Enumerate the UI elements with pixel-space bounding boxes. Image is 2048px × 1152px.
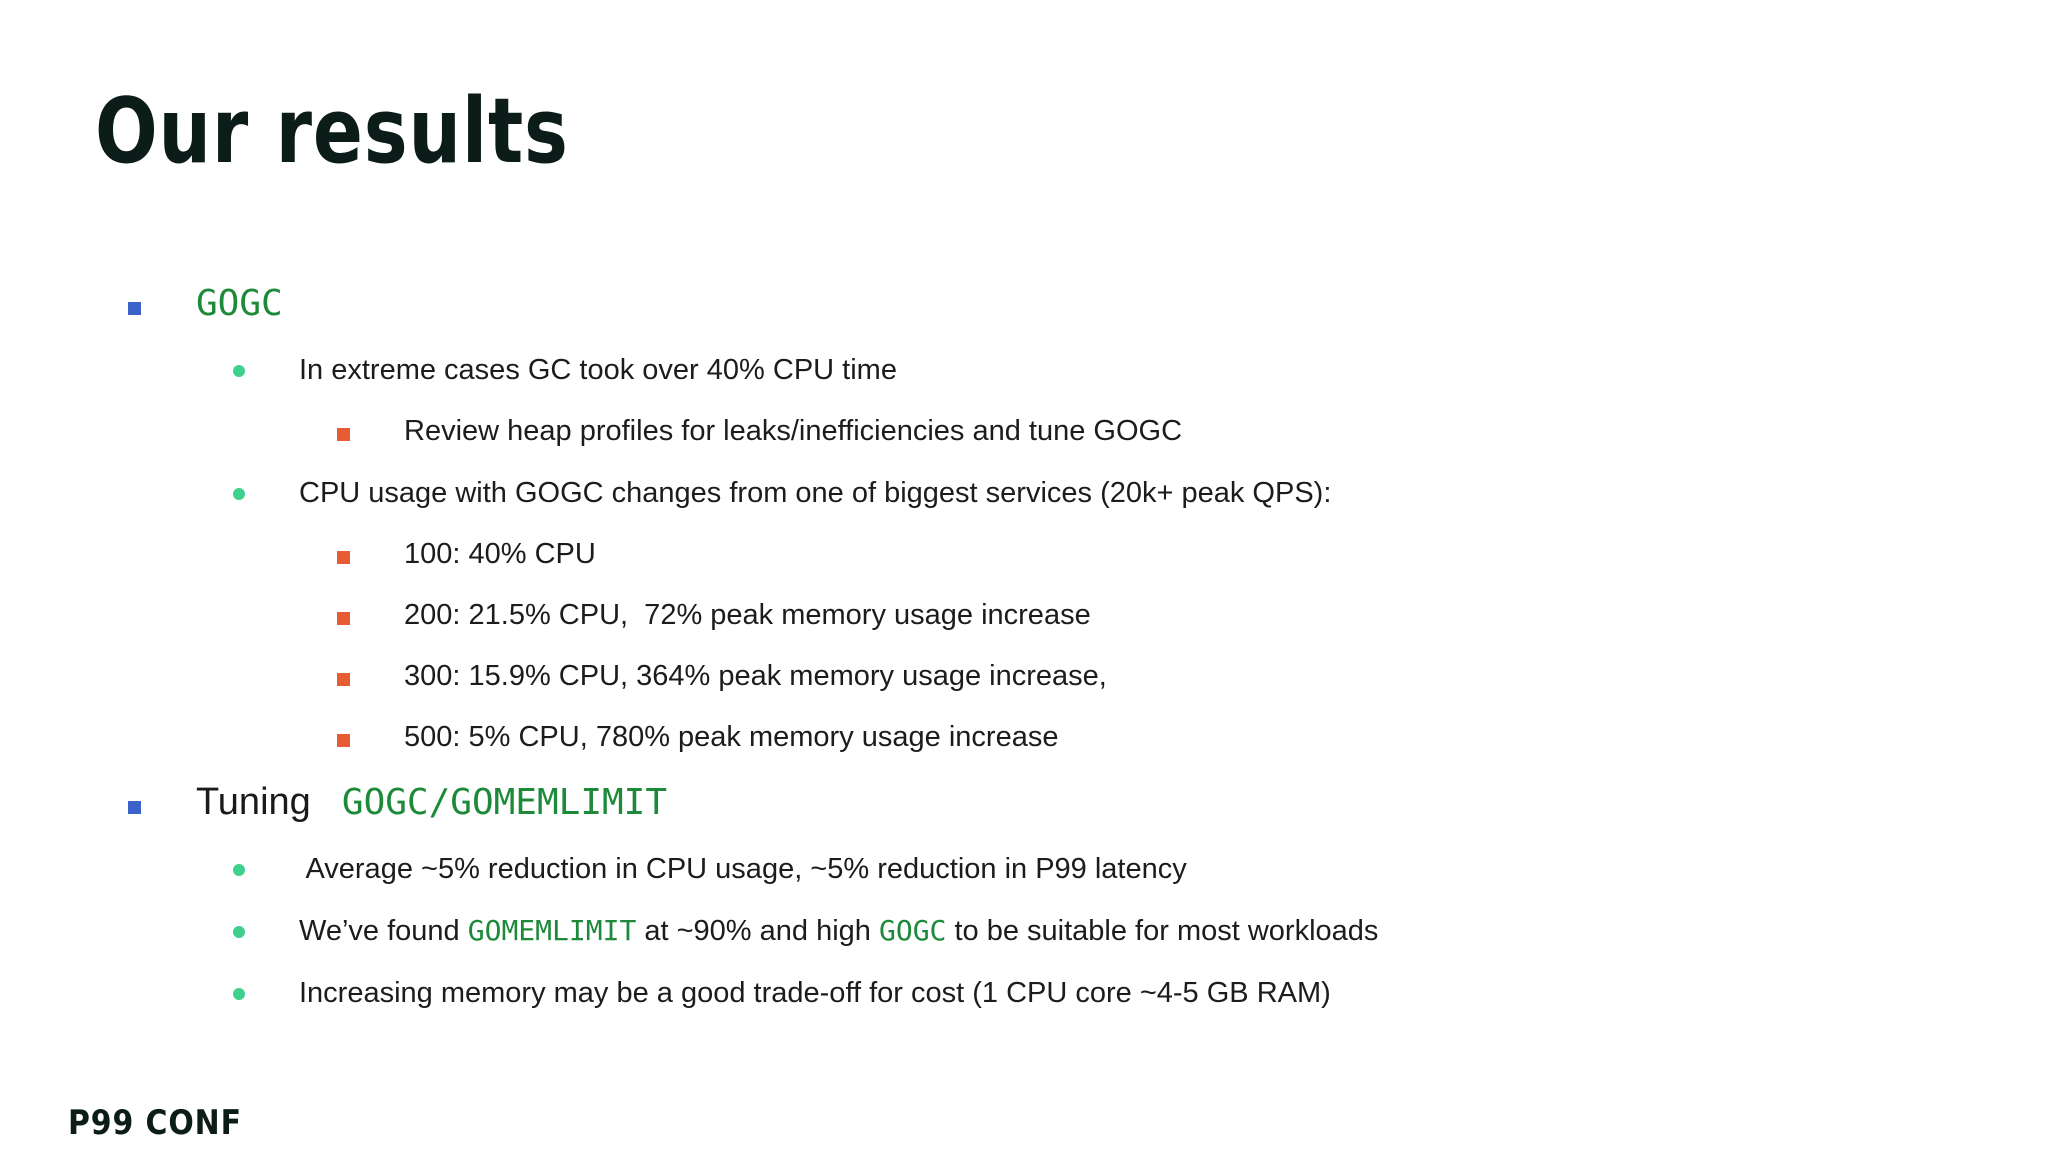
level1-bullet (128, 302, 141, 315)
list-subitem-text: 100: 40% CPU (404, 538, 596, 570)
level3-bullet (337, 551, 350, 564)
section-heading (196, 779, 667, 826)
list-subitem-text: Review heap profiles for leaks/inefficiencies and tune GOGC (404, 415, 1183, 447)
slide-title: Our results (95, 79, 569, 184)
list-item-text: Average ~5% reduction in CPU usage, ~5% reduction in P99 latency (299, 853, 1187, 885)
list-subitem-text: 300: 15.9% CPU, 364% peak memory usage increase, (404, 660, 1107, 692)
list-item-text: In extreme cases GC took over 40% CPU time (299, 354, 897, 386)
text-segment: We’ve found (299, 915, 468, 947)
p99-conf-logo: P99 CONF (68, 1103, 242, 1143)
text-segment: at ~90% and high (636, 915, 879, 947)
level2-bullet (233, 926, 245, 938)
list-item-text: Increasing memory may be a good trade-off for cost (1 CPU core ~4-5 GB RAM) (299, 977, 1331, 1009)
section-heading-code: GOGC (196, 283, 283, 324)
list-item-text (299, 913, 1378, 949)
code-gogc: GOGC (878, 914, 947, 947)
level2-bullet (233, 488, 245, 500)
text-segment: to be suitable for most workloads (946, 915, 1379, 947)
level3-bullet (337, 612, 350, 625)
section-heading-text: Tuning (196, 781, 311, 823)
section-heading-code: GOGC/GOMEMLIMIT (341, 782, 668, 823)
level2-bullet (233, 988, 245, 1000)
list-subitem-text: 500: 5% CPU, 780% peak memory usage increase (404, 721, 1059, 753)
level1-bullet (128, 801, 141, 814)
level3-bullet (337, 428, 350, 441)
level3-bullet (337, 734, 350, 747)
section-heading (196, 280, 283, 327)
level2-bullet (233, 365, 245, 377)
list-subitem-text: 200: 21.5% CPU, 72% peak memory usage increase (404, 599, 1091, 631)
level3-bullet (337, 673, 350, 686)
code-gomemlimit: GOMEMLIMIT (467, 914, 637, 947)
level2-bullet (233, 864, 245, 876)
list-item-text: CPU usage with GOGC changes from one of biggest services (20k+ peak QPS): (299, 477, 1332, 509)
